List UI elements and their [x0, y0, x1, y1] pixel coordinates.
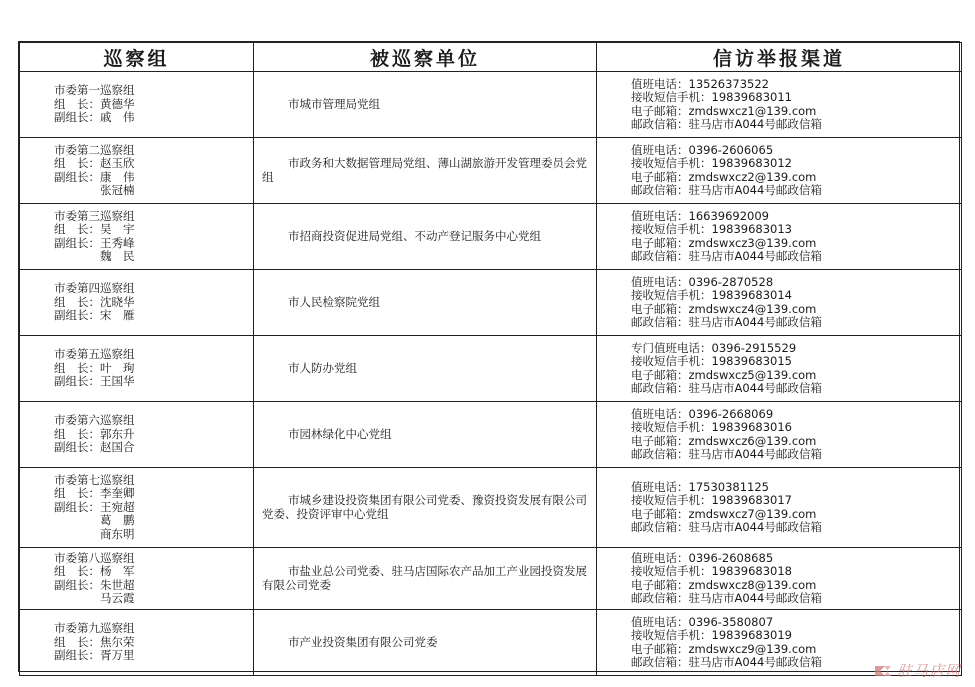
email-address: 电子邮箱：zmdswxcz8@139.com — [631, 577, 817, 592]
inspected-unit-cell: 市政务和大数据管理局党组、薄山湖旅游开发管理委员会党组 — [254, 138, 597, 204]
email-address: 电子邮箱：zmdswxcz5@139.com — [631, 367, 817, 382]
postal-mailbox: 邮政信箱：驻马店市A044号邮政信箱 — [631, 380, 822, 395]
group-member-line: 市委第六巡察组 — [54, 413, 135, 428]
duty-phone: 值班电话：17530381125 — [631, 479, 769, 494]
group-member-line: 组 长：吴 宇 — [54, 222, 135, 237]
email-address: 电子邮箱：zmdswxcz1@139.com — [631, 103, 817, 118]
group-member-line: 市委第八巡察组 — [54, 550, 135, 565]
group-member-line: 副组长：康 伟 — [54, 169, 135, 184]
table-row — [20, 336, 962, 402]
group-member-line: 副组长：王宛超 — [54, 499, 135, 514]
inspected-unit-cell: 市人防办党组 — [254, 336, 597, 402]
group-cell — [20, 336, 254, 402]
channels-cell — [597, 402, 962, 468]
group-member-line: 商东明 — [54, 526, 135, 541]
header-report-channels: 信访举报渠道 — [597, 43, 962, 72]
table-row — [20, 402, 962, 468]
sms-mobile: 接收短信手机：19839683014 — [631, 288, 792, 303]
group-member-line: 市委第七巡察组 — [54, 472, 135, 487]
group-member-line: 组 长：黄德华 — [54, 96, 135, 111]
postal-mailbox: 邮政信箱：驻马店市A044号邮政信箱 — [631, 182, 822, 197]
sms-mobile: 接收短信手机：19839683019 — [631, 628, 792, 643]
site-logo-icon — [873, 663, 893, 679]
postal-mailbox: 邮政信箱：驻马店市A044号邮政信箱 — [631, 248, 822, 263]
duty-phone: 值班电话：0396-2608685 — [631, 550, 774, 565]
duty-phone: 值班电话：13526373522 — [631, 76, 769, 91]
table-row — [20, 204, 962, 270]
table-row — [20, 72, 962, 138]
group-member-line: 副组长：朱世超 — [54, 577, 135, 592]
email-address: 电子邮箱：zmdswxcz9@139.com — [631, 641, 817, 656]
table-row — [20, 610, 962, 676]
email-address: 电子邮箱：zmdswxcz2@139.com — [631, 169, 817, 184]
channels-cell — [597, 270, 962, 336]
group-member-line: 副组长：戚 伟 — [54, 110, 135, 125]
watermark-text: 驻马店网 — [896, 662, 961, 680]
group-cell — [20, 610, 254, 676]
site-watermark — [873, 660, 961, 681]
group-member-line: 组 长：郭东升 — [54, 426, 135, 441]
duty-phone: 值班电话：0396-3580807 — [631, 614, 774, 629]
postal-mailbox: 邮政信箱：驻马店市A044号邮政信箱 — [631, 446, 822, 461]
postal-mailbox: 邮政信箱：驻马店市A044号邮政信箱 — [631, 654, 822, 669]
group-cell — [20, 138, 254, 204]
group-member-line: 副组长：胥万里 — [54, 648, 135, 663]
group-member-line: 市委第四巡察组 — [54, 281, 135, 296]
group-member-line: 副组长：赵国合 — [54, 440, 135, 455]
group-cell — [20, 402, 254, 468]
group-cell — [20, 72, 254, 138]
inspection-table-container — [18, 41, 960, 672]
header-inspection-group: 巡察组 — [20, 43, 254, 72]
group-member-line: 组 长：赵玉欣 — [54, 156, 135, 171]
duty-phone: 值班电话：0396-2870528 — [631, 274, 774, 289]
inspected-unit-cell: 市人民检察院党组 — [254, 270, 597, 336]
header-inspected-unit: 被巡察单位 — [254, 43, 597, 72]
group-member-line: 市委第三巡察组 — [54, 208, 135, 223]
inspected-unit-cell: 市园林绿化中心党组 — [254, 402, 597, 468]
group-member-line: 组 长：焦尔荣 — [54, 634, 135, 649]
inspected-unit-cell: 市招商投资促进局党组、不动产登记服务中心党组 — [254, 204, 597, 270]
table-header-row — [20, 43, 962, 72]
table-row — [20, 548, 962, 610]
postal-mailbox: 邮政信箱：驻马店市A044号邮政信箱 — [631, 590, 822, 605]
channels-cell — [597, 336, 962, 402]
sms-mobile: 接收短信手机：19839683015 — [631, 354, 792, 369]
email-address: 电子邮箱：zmdswxcz3@139.com — [631, 235, 817, 250]
group-member-line: 组 长：沈晓华 — [54, 294, 135, 309]
group-member-line: 马云霞 — [54, 590, 135, 605]
postal-mailbox: 邮政信箱：驻马店市A044号邮政信箱 — [631, 314, 822, 329]
group-cell — [20, 204, 254, 270]
channels-cell — [597, 468, 962, 548]
group-member-line: 组 长：李奎卿 — [54, 486, 135, 501]
group-member-line: 葛 鹏 — [54, 513, 135, 528]
email-address: 电子邮箱：zmdswxcz4@139.com — [631, 301, 817, 316]
email-address: 电子邮箱：zmdswxcz6@139.com — [631, 433, 817, 448]
group-member-line: 市委第一巡察组 — [54, 83, 135, 98]
group-member-line: 魏 民 — [54, 248, 135, 263]
group-member-line: 张冠楠 — [54, 182, 135, 197]
channels-cell — [597, 72, 962, 138]
channels-cell — [597, 138, 962, 204]
group-member-line: 副组长：宋 雁 — [54, 308, 135, 323]
group-member-line: 组 长：叶 珣 — [54, 360, 135, 375]
table-row — [20, 468, 962, 548]
channels-cell — [597, 204, 962, 270]
sms-mobile: 接收短信手机：19839683011 — [631, 90, 792, 105]
group-member-line: 市委第五巡察组 — [54, 347, 135, 362]
inspection-table — [19, 42, 962, 676]
inspected-unit-cell: 市产业投资集团有限公司党委 — [254, 610, 597, 676]
table-body — [20, 72, 962, 676]
group-member-line: 副组长：王国华 — [54, 374, 135, 389]
email-address: 电子邮箱：zmdswxcz7@139.com — [631, 506, 817, 521]
table-row — [20, 138, 962, 204]
table-row — [20, 270, 962, 336]
group-cell — [20, 548, 254, 610]
group-member-line: 市委第二巡察组 — [54, 142, 135, 157]
sms-mobile: 接收短信手机：19839683018 — [631, 564, 792, 579]
duty-phone: 值班电话：16639692009 — [631, 208, 769, 223]
inspected-unit-cell: 市城市管理局党组 — [254, 72, 597, 138]
duty-phone: 值班电话：0396-2668069 — [631, 406, 774, 421]
postal-mailbox: 邮政信箱：驻马店市A044号邮政信箱 — [631, 116, 822, 131]
group-cell — [20, 468, 254, 548]
group-member-line: 副组长：王秀峰 — [54, 235, 135, 250]
sms-mobile: 接收短信手机：19839683012 — [631, 156, 792, 171]
group-member-line: 市委第九巡察组 — [54, 621, 135, 636]
duty-phone: 专门值班电话：0396-2915529 — [631, 340, 797, 355]
inspected-unit-cell: 市盐业总公司党委、驻马店国际农产品加工产业园投资发展有限公司党委 — [254, 548, 597, 610]
duty-phone: 值班电话：0396-2606065 — [631, 142, 774, 157]
postal-mailbox: 邮政信箱：驻马店市A044号邮政信箱 — [631, 519, 822, 534]
group-member-line: 组 长：杨 军 — [54, 564, 135, 579]
sms-mobile: 接收短信手机：19839683016 — [631, 420, 792, 435]
channels-cell — [597, 548, 962, 610]
inspected-unit-cell: 市城乡建设投资集团有限公司党委、豫资投资发展有限公司党委、投资评审中心党组 — [254, 468, 597, 548]
sms-mobile: 接收短信手机：19839683013 — [631, 222, 792, 237]
group-cell — [20, 270, 254, 336]
sms-mobile: 接收短信手机：19839683017 — [631, 493, 792, 508]
